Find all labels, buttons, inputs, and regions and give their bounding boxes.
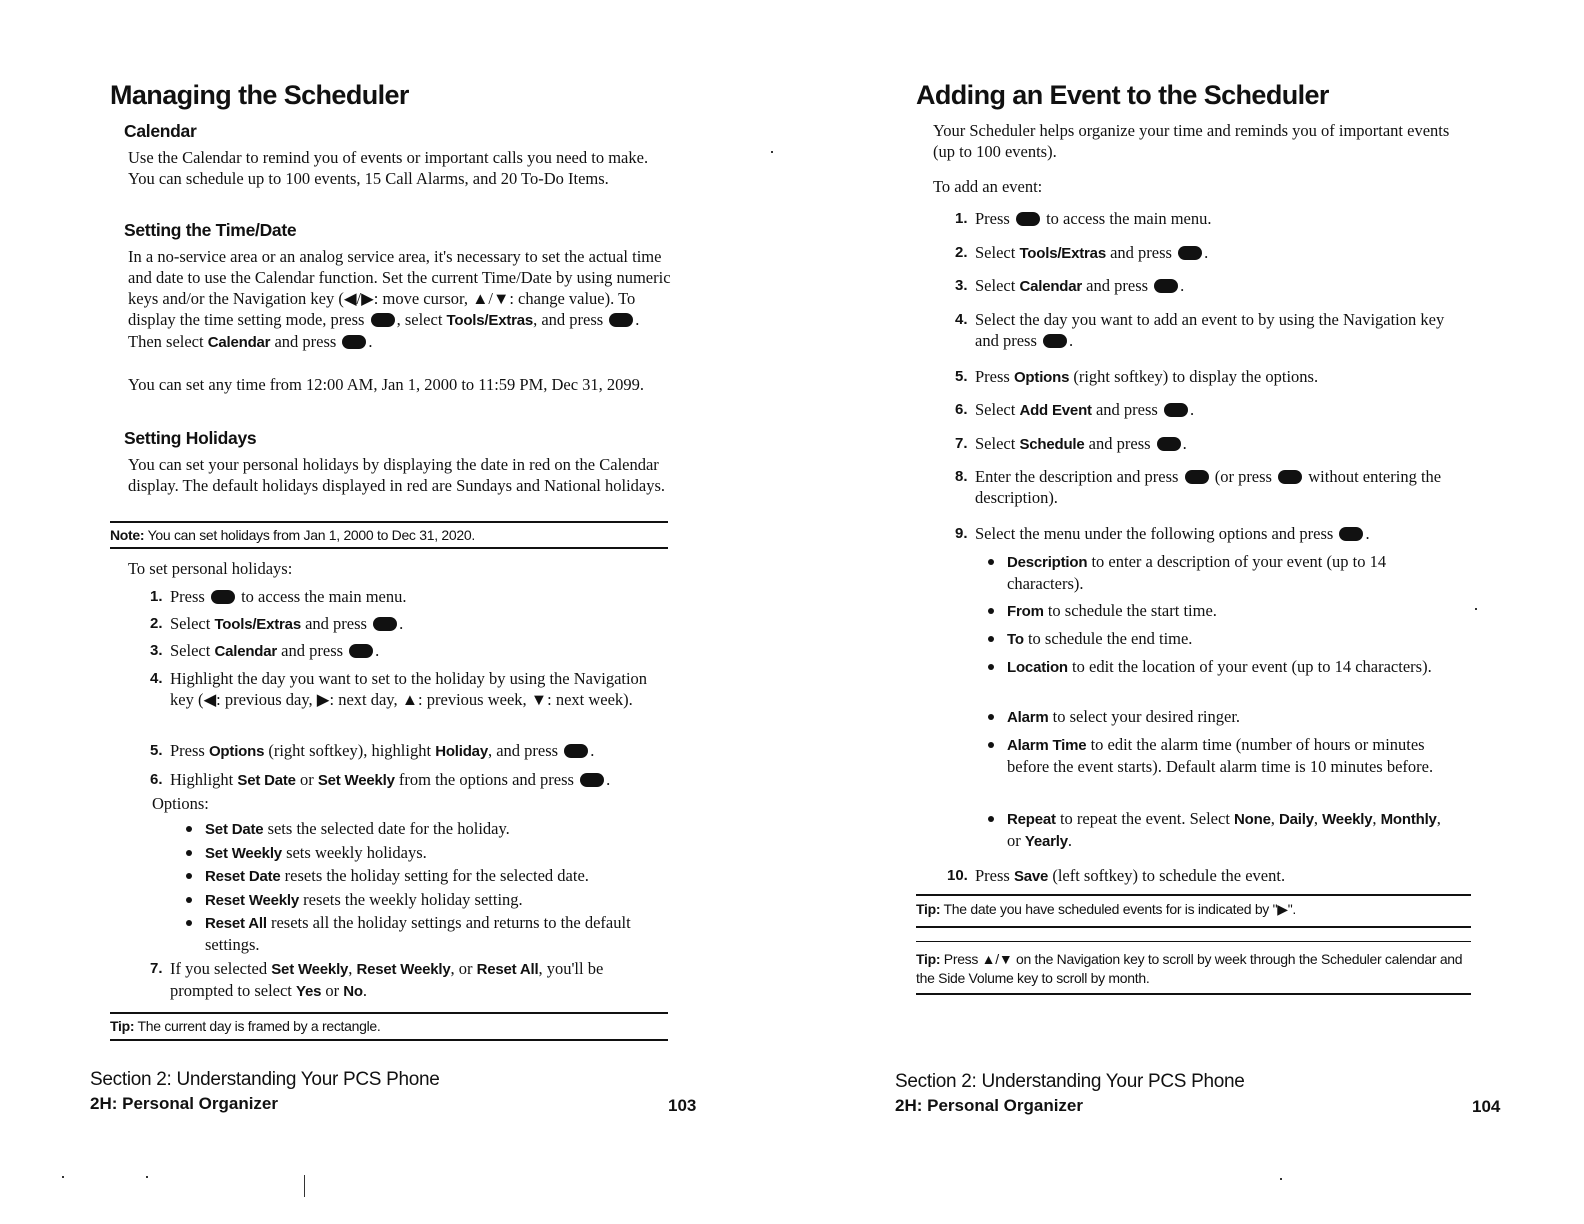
step-number: 2. [150,615,163,632]
holidays-subheading: Setting Holidays [124,428,257,448]
tip-2-box [916,950,1471,988]
step-number: 2. [955,244,968,261]
add-event-keyword: Add Event [1019,402,1092,419]
page-heading: Managing the Scheduler [110,80,409,110]
option-description-text: . [1067,831,1073,850]
option-text [1007,734,1452,777]
scan-mark [304,1175,305,1197]
option-text [1007,628,1192,650]
step-text-part: (left softkey) to schedule the event. [1052,866,1286,885]
step-text-part: , you'll be prompted to select [170,959,604,1000]
step-text [975,275,1184,297]
option-keyword: To [1007,631,1024,648]
weekly-keyword: Weekly [1322,811,1373,828]
time-range-paragraph: You can set any time from 12:00 AM, Jan 1, 2000 to 11:59 PM, Dec 31, 2099. [128,375,645,394]
step-text-part: Enter the description and press [975,467,1179,486]
bullet-icon [988,664,994,670]
step-text [975,366,1318,388]
option-text [205,865,589,887]
footer-subsection: 2H: Personal Organizer [895,1096,1084,1115]
step-text-part: or [299,770,314,789]
step-text-part: or [325,981,340,1000]
option-description-text: to repeat the event. Select [1059,809,1230,828]
footer-section-title: Section 2: Understanding Your PCS Phone [895,1071,1245,1092]
step-number: 4. [150,670,163,687]
step-text-part: and press [1095,400,1158,419]
tip-top-rule [110,1012,668,1014]
option-text [1007,808,1447,852]
option-description-text: , [1313,809,1318,828]
step-text-part: . [1182,434,1187,453]
step-text-part: Select the menu under the following options and press [975,524,1334,543]
menu-ok-key-icon [1278,470,1302,484]
calendar-keyword: Calendar [214,643,278,660]
tip-2-top-rule [916,941,1471,942]
option-description-text: to edit the location of your event (up to 14 characters). [1072,657,1432,676]
step-text [170,958,670,1002]
tip-label: Tip: [110,1018,135,1034]
add-event-intro: To add an event: [933,177,1043,196]
daily-keyword: Daily [1279,811,1314,828]
step-text-part: from the options and press [398,770,574,789]
bullet-icon [186,897,192,903]
step-text [975,523,1370,544]
menu-ok-key-icon [211,590,235,604]
reset-weekly-keyword: Reset Weekly [356,961,451,978]
option-text [205,889,523,911]
option-text [1007,656,1452,678]
step-text-part: . [1068,331,1074,350]
option-description-text: to schedule the start time. [1047,601,1217,620]
time-date-text-a: In a no-service area or an analog service area, it's necessary to set the actual time and date to use the Calendar function. Set the current Time/Date by using numeric keys and/or the Navigation key (◀/▶: move cursor, ▲/▼: change value). To display the time setting mode, press [128,247,671,329]
step-text-part: Select the day you want to add an event to by using the Navigation key and press [975,310,1445,350]
tools-extras-keyword: Tools/Extras [214,616,301,633]
option-description-text: , [1270,809,1275,828]
bullet-icon [186,850,192,856]
time-date-paragraph [128,246,676,353]
step-text-part: Press [975,209,1010,228]
step-text-part: . [590,741,595,760]
menu-ok-key-icon [373,617,397,631]
none-keyword: None [1234,811,1271,828]
option-keyword: Reset Weekly [205,892,300,909]
step-text-part: , and press [487,741,559,760]
set-weekly-keyword: Set Weekly [271,961,349,978]
options-label: Options: [152,794,209,813]
option-text [205,842,427,864]
set-weekly-keyword: Set Weekly [317,772,395,789]
right-page [792,0,1584,1224]
menu-ok-key-icon [564,744,588,758]
step-number: 7. [150,960,163,977]
step-text [170,769,670,791]
step-number: 7. [955,435,968,452]
bullet-icon [988,608,994,614]
step-text-part: to access the main menu. [1046,209,1212,228]
calendar-keyword: Calendar [207,334,271,351]
calendar-subheading: Calendar [124,121,197,141]
step-text-part: Select [975,276,1016,295]
step-number: 6. [150,771,163,788]
schedule-keyword: Schedule [1019,436,1085,453]
time-date-text-g: and press [274,332,337,351]
option-keyword: From [1007,603,1044,620]
option-text [1007,600,1217,622]
step-text-part: Select [170,641,211,660]
option-text [205,912,650,955]
bullet-icon [988,636,994,642]
option-description: sets weekly holidays. [286,843,427,862]
option-description: sets the selected date for the holiday. [267,819,510,838]
step-text-part: . [362,981,368,1000]
tip-bottom-rule [110,1039,668,1041]
time-date-text-d: , and press [533,310,604,329]
step-text-part: . [606,770,611,789]
step-text [170,586,407,607]
bullet-icon [988,714,994,720]
tip-text: Press ▲/▼ on the Navigation key to scroll by week through the Scheduler calendar and the Side Volume key to scroll by month. [916,951,1463,986]
step-number: 4. [955,311,968,328]
options-keyword: Options [1013,369,1070,386]
step-number: 8. [955,468,968,485]
page-heading: Adding an Event to the Scheduler [916,80,1329,110]
option-description: resets the holiday setting for the selected date. [284,866,589,885]
tools-extras-keyword: Tools/Extras [446,312,534,329]
step-text-part: . [1180,276,1185,295]
calendar-keyword: Calendar [1019,278,1083,295]
tip-label: Tip: [916,951,941,967]
option-description: resets the weekly holiday setting. [303,890,523,909]
holidays-paragraph: You can set your personal holidays by displaying the date in red on the Calendar display. The default holidays displayed in red are Sundays and National holidays. [128,455,666,495]
step-number: 5. [955,368,968,385]
menu-ok-key-icon [371,313,395,327]
step-text [170,613,403,635]
step-number: 6. [955,401,968,418]
menu-ok-key-icon [1154,279,1178,293]
step-text-part: , or [450,959,473,978]
option-keyword: Location [1007,659,1068,676]
step-text-part: Press [170,587,205,606]
step-text [170,640,379,662]
scan-mark [1280,1178,1282,1180]
option-keyword: Set Date [205,821,264,838]
step-text-part: and press [281,641,344,660]
time-date-subheading: Setting the Time/Date [124,220,297,240]
step-text-part: Select [975,400,1016,419]
note-label: Note: [110,527,145,543]
option-description-text: to edit the alarm time (number of hours or minutes before the event starts). Default alarm time is 10 minutes before. [1007,735,1434,776]
step-text-part: . [1204,243,1209,262]
tip-1-bottom-rule [916,926,1471,928]
step-text-part: and press [305,614,367,633]
option-keyword: Set Weekly [205,845,282,862]
intro-paragraph: Your Scheduler helps organize your time and reminds you of important events (up to 100 events). [933,121,1450,161]
menu-ok-key-icon [1164,403,1188,417]
option-keyword: Reset All [205,915,267,932]
step-text-part: and press [1086,276,1149,295]
step-number: 10. [947,867,968,884]
reset-all-keyword: Reset All [476,961,539,978]
step-text [975,208,1212,229]
menu-ok-key-icon [1016,212,1040,226]
option-text [1007,706,1240,728]
step-text [975,433,1187,455]
step-text [975,466,1455,508]
note-box [110,526,668,545]
bullet-icon [988,559,994,565]
option-description-text: to select your desired ringer. [1052,707,1241,726]
note-text: You can set holidays from Jan 1, 2000 to Dec 31, 2020. [147,527,475,543]
option-keyword: Reset Date [205,868,281,885]
menu-ok-key-icon [609,313,633,327]
footer-section-title: Section 2: Understanding Your PCS Phone [90,1069,440,1090]
note-top-rule [110,521,668,523]
bullet-icon [186,920,192,926]
page-number: 104 [1472,1097,1501,1116]
step-number: 1. [955,210,968,227]
option-text [1007,551,1452,594]
bullet-icon [988,742,994,748]
time-date-text-e: . Then select [128,310,640,351]
no-keyword: No [343,983,363,1000]
holiday-keyword: Holiday [435,743,488,760]
tip-text: The date you have scheduled events for is indicated by "▶". [943,901,1296,917]
step-text-part: Press [975,866,1010,885]
option-description: resets all the holiday settings and returns to the default settings. [205,913,631,954]
menu-ok-key-icon [1043,334,1067,348]
scan-mark [146,1176,148,1178]
menu-ok-key-icon [1178,246,1202,260]
step-number: 9. [955,525,968,542]
menu-ok-key-icon [342,335,366,349]
step-text-part: . [1189,400,1195,419]
note-bottom-rule [110,547,668,549]
step-text-part: , [348,959,353,978]
tip-1-box [916,900,1471,919]
tip-box [110,1017,668,1036]
scan-mark [771,151,773,153]
menu-ok-key-icon [1157,437,1181,451]
bullet-icon [186,873,192,879]
menu-ok-key-icon [1185,470,1209,484]
option-keyword: Alarm [1007,709,1049,726]
step-text-part: and press [1110,243,1172,262]
step-text-part: . [399,614,404,633]
step-text-part: (or press [1214,467,1272,486]
yes-keyword: Yes [296,983,322,1000]
option-text [205,818,510,840]
step-text-part: Highlight [170,770,234,789]
step-text-part: (right softkey), highlight [268,741,432,760]
time-date-text-b: , select [396,310,443,329]
page-number: 103 [668,1096,697,1115]
step-text [975,865,1285,887]
step-text-part: Select [975,434,1016,453]
menu-ok-key-icon [580,773,604,787]
step-text [975,399,1194,421]
step-text-part: Press [975,367,1010,386]
calendar-paragraph: Use the Calendar to remind you of events or important calls you need to make. You can schedule up to 100 events, 15 Call Alarms, and 20 To-Do Items. [128,148,649,188]
yearly-keyword: Yearly [1024,833,1068,850]
scan-mark [62,1176,64,1178]
option-keyword: Repeat [1007,811,1056,828]
footer-subsection: 2H: Personal Organizer [90,1094,279,1113]
time-date-text-h: . [368,332,373,351]
option-description-text: to enter a description of your event (up to 14 characters). [1007,552,1387,593]
step-text [975,309,1445,351]
options-keyword: Options [208,743,265,760]
step-text [170,740,670,762]
tools-extras-keyword: Tools/Extras [1019,245,1106,262]
step-text-part: and press [1088,434,1151,453]
step-text: Highlight the day you want to set to the holiday by using the Navigation key (◀: previous day, ▶: next day, ▲: previous week, ▼: next week). [170,669,648,709]
step-text-part: . [1365,524,1370,543]
step-text-part: Press [170,741,205,760]
scan-mark [1475,608,1477,610]
step-text-part: Select [975,243,1016,262]
tip-label: Tip: [916,901,941,917]
tip-1-top-rule [916,894,1471,896]
bullet-icon [988,816,994,822]
step-text-part: (right softkey) to display the options. [1073,367,1319,386]
step-text-part: If you selected [170,959,268,978]
menu-ok-key-icon [1339,527,1363,541]
set-date-keyword: Set Date [237,772,296,789]
bullet-icon [186,826,192,832]
step-number: 1. [150,588,163,605]
option-keyword: Description [1007,554,1088,571]
step-text [975,242,1208,264]
menu-ok-key-icon [349,644,373,658]
tip-text: The current day is framed by a rectangle. [137,1018,381,1034]
step-text-part: Select [170,614,211,633]
option-description-text: , [1372,809,1377,828]
step-text-part: without entering the description). [975,467,1442,507]
save-keyword: Save [1013,868,1049,885]
tip-2-bottom-rule [916,993,1471,995]
option-keyword: Alarm Time [1007,737,1087,754]
step-number: 5. [150,742,163,759]
step-number: 3. [150,642,163,659]
option-description-text: , or [1007,809,1441,850]
step-text-part: . [375,641,380,660]
option-description-text: to schedule the end time. [1027,629,1193,648]
step-number: 3. [955,277,968,294]
step-text-part: to access the main menu. [241,587,407,606]
holidays-intro: To set personal holidays: [128,559,293,578]
monthly-keyword: Monthly [1380,811,1437,828]
